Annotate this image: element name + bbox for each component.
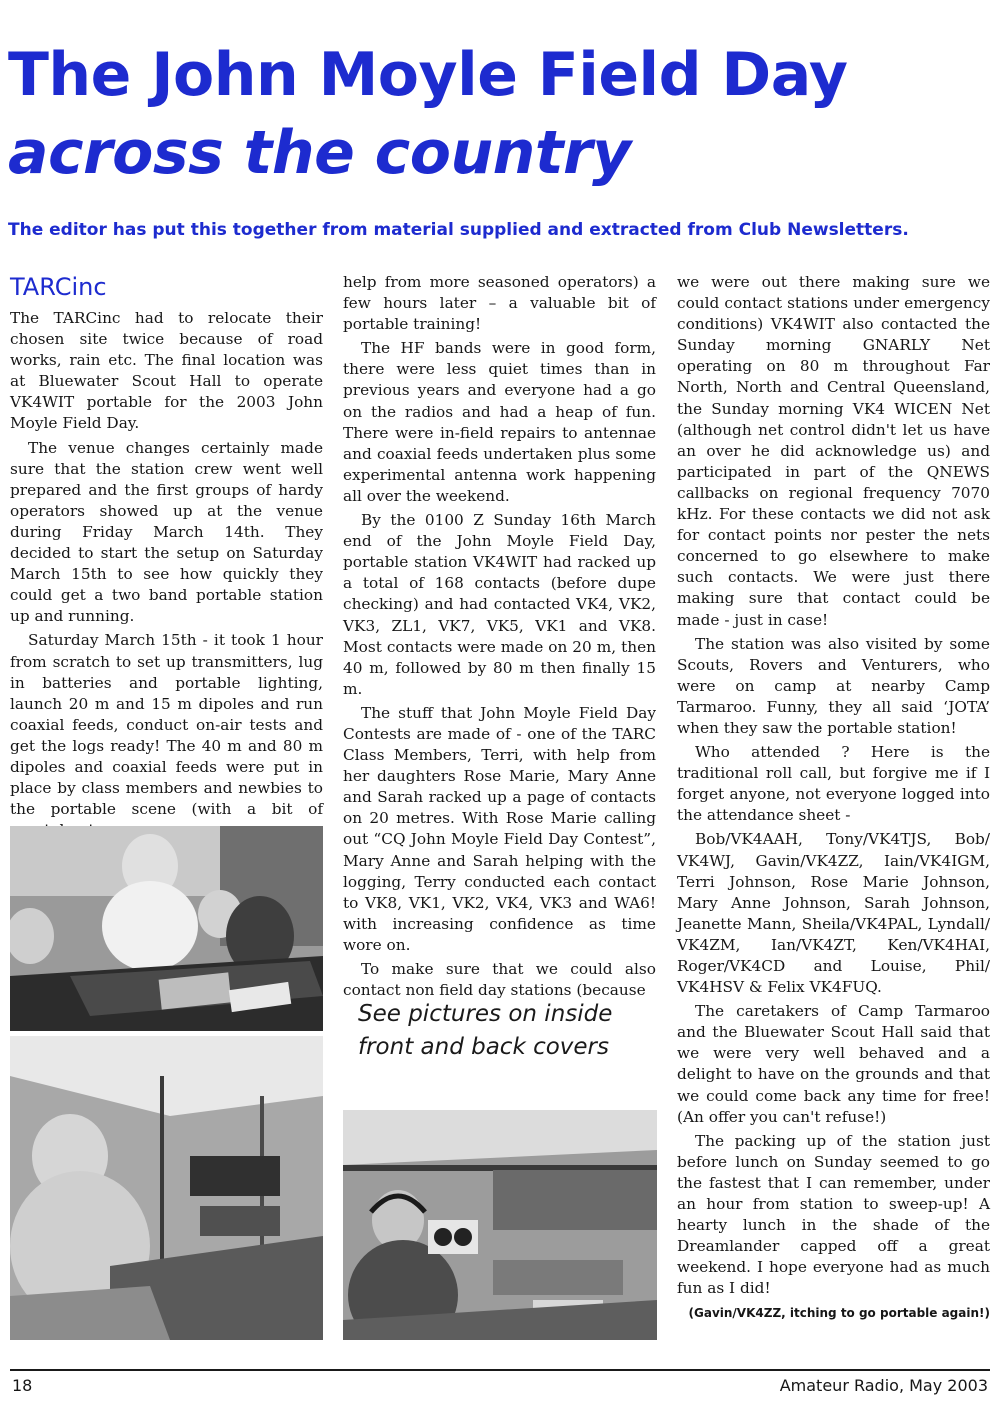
text-column-3 (677, 272, 990, 1325)
section-heading: TARCinc (10, 273, 107, 301)
photo-operators-at-table-icon (10, 826, 323, 1031)
text-column-1 (10, 272, 323, 844)
paragraph: The caretakers of Camp Tarmaroo and the Bluewater Scout Hall said that we were very well behaved and a delight to have on the grounds and that we could come back any time for free! (An offer you can't refuse!) (677, 1002, 990, 1126)
footer-rule (10, 1369, 990, 1371)
title-line-2: across the country (8, 118, 631, 188)
photo-operator-with-headphones-icon (343, 1110, 657, 1340)
publication-name: Amateur Radio, May 2003 (779, 1376, 988, 1395)
paragraph: The TARCinc had to relocate their chosen site twice because of road works, rain etc. The final location was at Bluewater Scout Hall to operate VK4WIT portable for the 2003 John Moyle Field Day. (10, 309, 323, 433)
paragraph: help from more seasoned operators) a few hours later – a valuable bit of portable training! (343, 273, 656, 334)
page-number: 18 (12, 1376, 33, 1395)
callout-line-2: front and back covers (358, 1034, 610, 1060)
paragraph: The station was also visited by some Scouts, Rovers and Venturers, who were on camp at nearby Camp Tarmaroo. Funny, they all said ‘JOTA’ when they saw the portable station! (677, 634, 990, 737)
paragraph: The HF bands were in good form, there were less quiet times than in previous years and everyone had a go on the radios and had a heap of fun. There were in-field repairs to antennae and coaxial feeds undertaken plus some experimental antenna work happening all over the weekend. (343, 339, 656, 505)
photo-operator-in-tent (10, 1036, 323, 1340)
paragraph: Bob/VK4AAH, Tony/VK4TJS, Bob/ VK4WJ, Gavin/VK4ZZ, Iain/VK4IGM, Terri Johnson, Rose Marie Johnson, Mary Anne Johnson, Sarah Johnson, Jeanette Mann, Sheila/VK4PAL, Lyndall/ VK4ZM, Ian/VK4ZT, Ken/VK4HAI, Roger/VK4CD and Louise, Phil/ VK4HSV & Felix VK4FUQ. (677, 830, 990, 997)
pictures-callout (358, 998, 658, 1064)
paragraph: Saturday March 15th - it took 1 hour from scratch to set up transmitters, lug in batteries and portable lighting, launch 20 m and 15 m dipoles and run coaxial feeds, conduct on-air tests and get the logs ready! The 40 m and 80 m dipoles and coaxial feeds were put in place by class members and newbies to the portable scene (with a bit of (10, 631, 323, 819)
title-line-1: The John Moyle Field Day (8, 40, 848, 110)
paragraph: The venue changes certainly made sure that the station crew went well prepared and the first groups of hardy operators showed up at the venue during Friday March 14th. They decided to start the setup on Saturday March 15th to see how quickly they could get a two band portable station up and running. (10, 438, 323, 626)
paragraph: The stuff that John Moyle Field Day Contests are made of - one of the TARC Class Members, Terri, with help from her daughters Rose Marie, Mary Anne and Sarah racked up a page of contacts on 20 metres. With Rose Marie calling out “CQ John Moyle Field Day Contest”, Mary Anne and Sarah helping with the logging, Terry conducted each contact to VK8, VK1, VK2, VK4, VK3 and WA6! with increasing confidence as time wore on. (343, 703, 656, 954)
text-column-2 (343, 272, 656, 1004)
paragraph: we were out there making sure we could contact stations under emergency conditions) VK4WIT also contacted the Sunday morning GNARLY Net operating on 80 m throughout Far North, North and Central Queensland, the Sunday morning VK4 WICEN Net (although net control didn't let us have an over he did acknowledge us) and participated in part of the QNEWS callbacks on regional frequency 7070 kHz. For these contacts we did not ask for contact points nor pester the nets concerned to go elsewhere to make such contacts. We were just there making sure that contact could be made - just in case! (677, 273, 990, 629)
paragraph: The packing up of the station just before lunch on Sunday seemed to go the fastest that I can remember, under an hour from station to sweep-up! A hearty lunch in the shade of the Dreamlander capped off a great weekend. I hope everyone had as much fun as I did! (677, 1131, 990, 1298)
article-credit: (Gavin/VK4ZZ, itching to go portable again!) (688, 1305, 990, 1320)
photo-operators-at-table (10, 826, 323, 1031)
photo-operator-in-tent-icon (10, 1036, 323, 1340)
article-subtitle: The editor has put this together from material supplied and extracted from Club Newsletters. (8, 220, 909, 240)
callout-line-1: See pictures on inside (358, 1001, 613, 1027)
paragraph: By the 0100 Z Sunday 16th March end of the John Moyle Field Day, portable station VK4WIT had racked up a total of 168 contacts (before dupe checking) and had contacted VK4, VK2, VK3, ZL1, VK7, VK5, VK1 and VK8. Most contacts were made on 20 m, then 40 m, followed by 80 m then finally 15 m. (343, 511, 656, 698)
paragraph: To make sure that we could also contact non field day stations (because (343, 960, 656, 1000)
article-title (8, 36, 993, 192)
paragraph: Who attended ? Here is the traditional roll call, but forgive me if I forget anyone, not everyone logged into the attendance sheet - (677, 743, 990, 825)
photo-operator-with-headphones (343, 1110, 657, 1340)
